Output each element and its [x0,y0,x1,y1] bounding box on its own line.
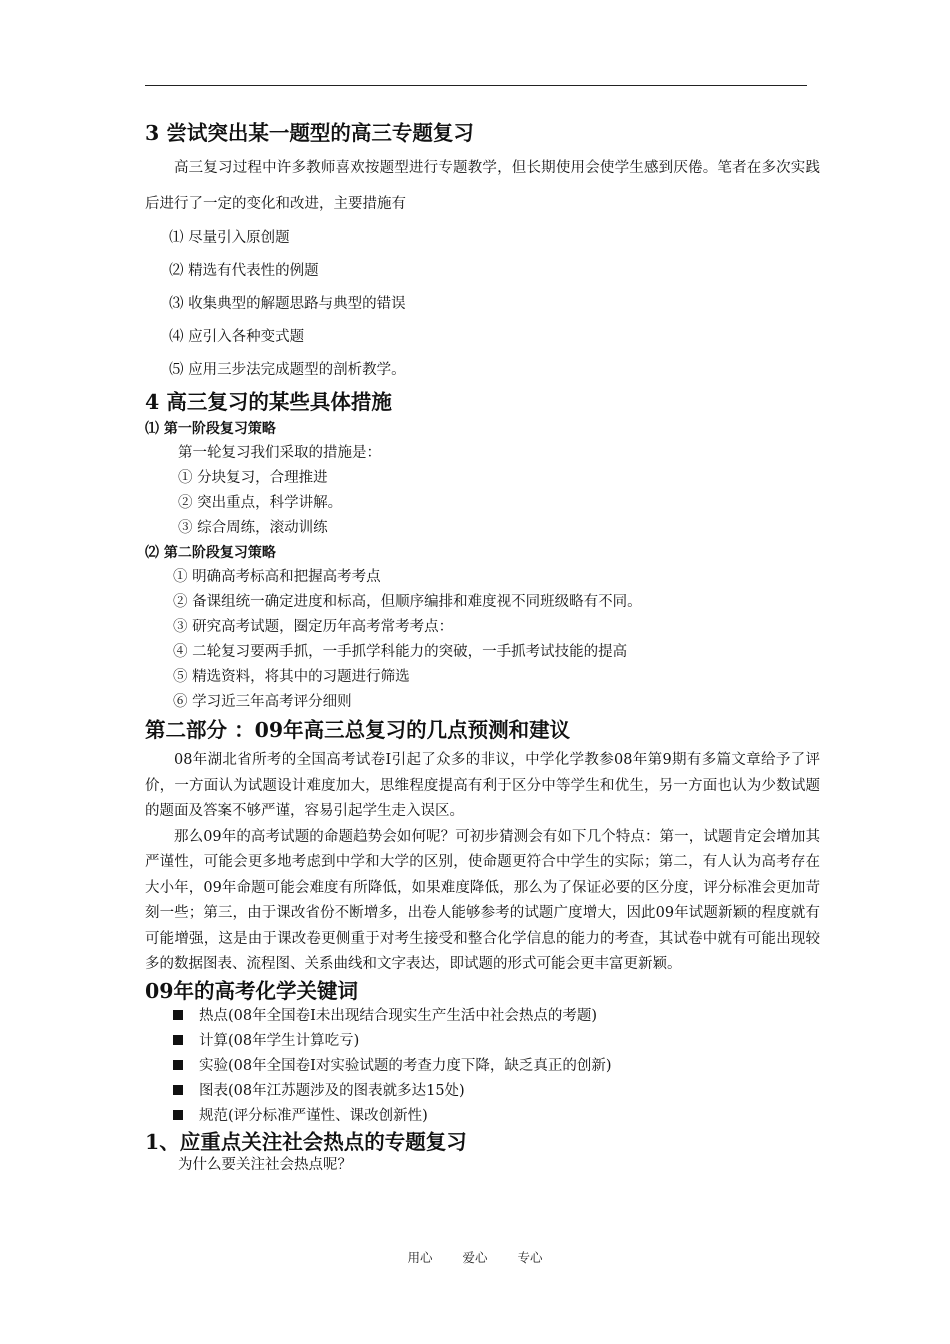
list-item: ③ 研究高考试题，圈定历年高考常考考点： [173,619,454,635]
footer-text: 专心 [517,1250,543,1265]
list-item: ⑴ 尽量引入原创题 [169,230,290,246]
part-2-heading: 第二部分 ：09年高三总复习的几点预测和建议 [145,718,571,742]
footer-text: 用心 [407,1250,433,1265]
list-item: 计算(08年学生计算吃亏) [145,1029,820,1054]
list-item: ⑷ 应引入各种变式题 [169,329,305,345]
list-item: ② 突出重点，科学讲解。 [178,495,343,511]
square-bullet-icon [173,1085,183,1095]
section-3-list [145,222,820,387]
stage-2-title: ⑵ 第二阶段复习策略 [145,545,276,561]
list-item: ⑸ 应用三步法完成题型的剖析教学。 [169,362,406,378]
hotspot-heading: 1、应重点关注社会热点的专题复习 [145,1129,467,1154]
list-item: ① 明确高考标高和把握高考考点 [173,569,381,585]
page-footer [0,1248,950,1266]
stage-1-lead: 第一轮复习我们采取的措施是： [178,445,381,461]
section-3-heading: 3 尝试突出某一题型的高三专题复习 [145,121,474,145]
list-item: ③ 综合周练，滚动训练 [178,520,328,536]
document-body [145,118,820,1175]
list-item: 实验(08年全国卷Ⅰ对实验试题的考查力度下降，缺乏真正的创新) [145,1054,820,1079]
square-bullet-icon [173,1110,183,1120]
header-rule [145,85,807,86]
part-2-paragraph-1: 08年湖北省所考的全国高考试卷Ⅰ引起了众多的非议，中学化学教参08年第9期有多篇文章给予了评价，一方面认为试题设计难度加大，思维程度提高有利于区分中等学生和优生，另一方面也认为少数试题的题面及答案不够严谨，容易引起学生走入误区。 [145,752,820,819]
part-2-paragraph-2: 那么09年的高考试题的命题趋势会如何呢？可初步猜测会有如下几个特点：第一，试题肯定会增加其严谨性，可能会更多地考虑到中学和大学的区别，使命题更符合中学生的实际；第二，有人认为高考存在大小年，09年命题可能会难度有所降低，如果难度降低，那么为了保证必要的区分度，评分标准会更加苛刻一些；第三，由于课改省份不断增多，出卷人能够参考的试题广度增大，因此09年试题新颖的程度就有可能增强，这是由于课改卷更侧重于对考生接受和整合化学信息的能力的考查，其试卷中就有可能出现较多的数据图表、流程图、关系曲线和文字表达，即试题的形式可能会更丰富更新颖。 [145,828,820,972]
list-item: 规范(评分标准严谨性、课改创新性) [145,1104,820,1129]
list-item: ⑵ 精选有代表性的例题 [169,263,319,279]
square-bullet-icon [173,1060,183,1070]
square-bullet-icon [173,1035,183,1045]
footer-text: 爱心 [462,1250,488,1265]
section-4-heading: 4 高三复习的某些具体措施 [145,390,392,414]
hotspot-question: 为什么要关注社会热点呢？ [178,1156,352,1173]
keywords-heading: 09年的高考化学关键词 [145,978,359,1003]
keywords-list [145,1004,820,1129]
stage-1-title: ⑴ 第一阶段复习策略 [145,421,276,437]
list-item: ⑶ 收集典型的解题思路与典型的错误 [169,296,406,312]
section-3-intro: 高三复习过程中许多教师喜欢按题型进行专题教学，但长期使用会使学生感到厌倦。笔者在多次实践后进行了一定的变化和改进，主要措施有 [145,160,820,212]
list-item: ④ 二轮复习要两手抓，一手抓学科能力的突破，一手抓考试技能的提高 [173,644,628,660]
list-item: 热点(08年全国卷Ⅰ未出现结合现实生产生活中社会热点的考题) [145,1004,820,1029]
square-bullet-icon [173,1010,183,1020]
list-item: ⑤ 精选资料，将其中的习题进行筛选 [173,669,410,685]
list-item: ② 备课组统一确定进度和标高，但顺序编排和难度视不同班级略有不同。 [173,594,642,610]
list-item: ① 分块复习，合理推进 [178,470,328,486]
list-item: 图表(08年江苏题涉及的图表就多达15处) [145,1079,820,1104]
list-item: ⑥ 学习近三年高考评分细则 [173,694,352,710]
